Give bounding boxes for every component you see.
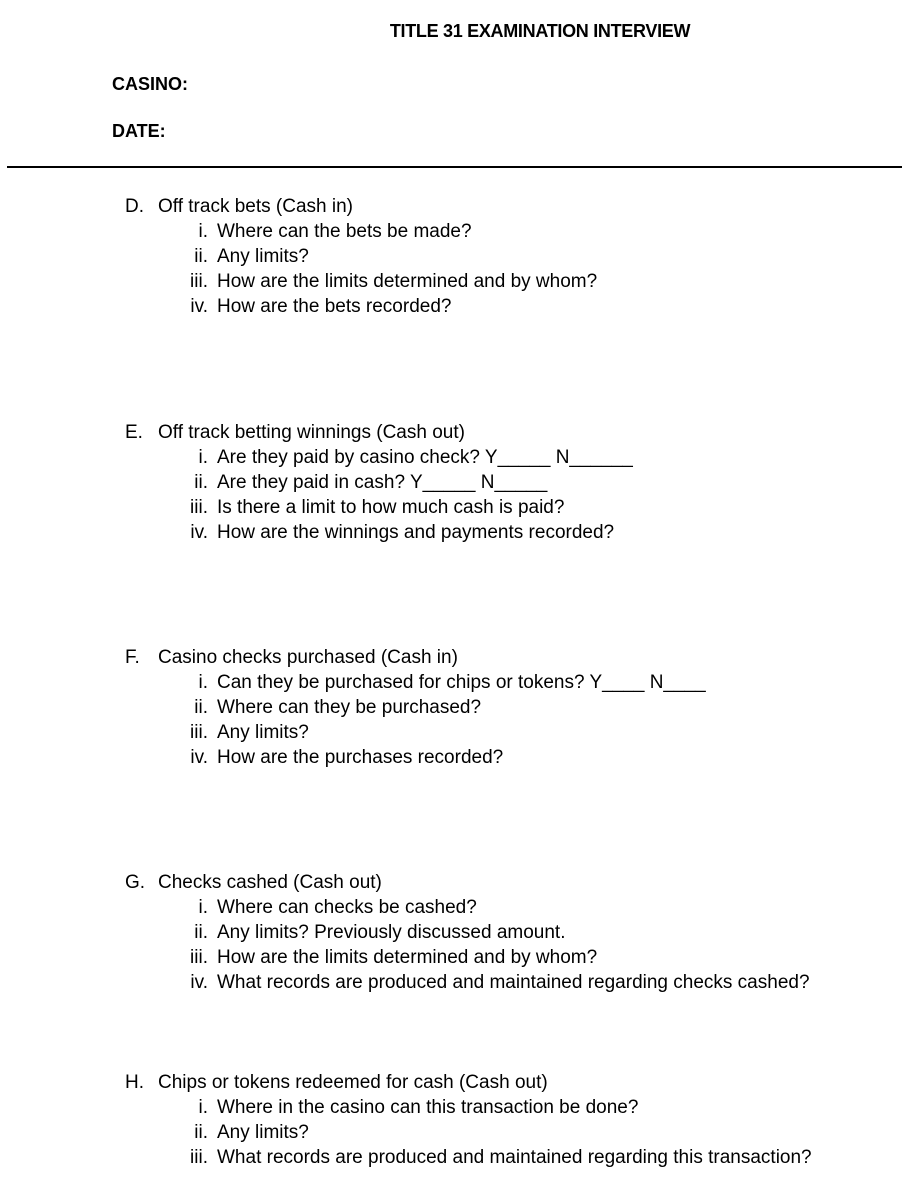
question-text: How are the limits determined and by whom?	[217, 271, 598, 292]
section-heading-text: Casino checks purchased (Cash in)	[158, 647, 458, 668]
question-section	[0, 870, 909, 995]
question-text: Any limits?	[217, 722, 309, 743]
question-number: i.	[198, 221, 208, 242]
question-text: Where can they be purchased?	[217, 697, 482, 718]
header-divider	[7, 166, 902, 168]
question-number: iii.	[190, 1147, 208, 1168]
question-text: Any limits?	[217, 1122, 309, 1143]
section-letter: D.	[125, 196, 144, 217]
casino-label: CASINO:	[112, 74, 188, 94]
question-text: Is there a limit to how much cash is paid?	[217, 497, 565, 518]
question-number: iii.	[190, 497, 208, 518]
section-heading-text: Checks cashed (Cash out)	[158, 872, 382, 893]
question-text: Where can checks be cashed?	[217, 897, 477, 918]
question-section	[0, 1070, 909, 1170]
question-item	[0, 445, 909, 470]
question-item	[0, 294, 909, 319]
section-letter: G.	[125, 872, 146, 893]
question-number: iv.	[190, 972, 208, 993]
question-item	[0, 720, 909, 745]
question-item	[0, 470, 909, 495]
question-item	[0, 1145, 909, 1170]
question-number: i.	[198, 1097, 208, 1118]
question-text: Are they paid in cash? Y_____ N_____	[217, 472, 548, 493]
question-item	[0, 520, 909, 545]
question-number: i.	[198, 897, 208, 918]
question-number: i.	[198, 447, 208, 468]
question-number: ii.	[194, 922, 208, 943]
document-title: TITLE 31 EXAMINATION INTERVIEW	[389, 21, 691, 41]
question-text: How are the winnings and payments recorded?	[217, 522, 615, 543]
question-item	[0, 920, 909, 945]
question-item	[0, 495, 909, 520]
section-heading-text: Chips or tokens redeemed for cash (Cash out)	[158, 1072, 548, 1093]
section-heading	[0, 645, 909, 670]
question-item	[0, 269, 909, 294]
question-text: Are they paid by casino check? Y_____ N______	[217, 447, 633, 468]
question-number: ii.	[194, 1122, 208, 1143]
question-number: iii.	[190, 947, 208, 968]
question-text: How are the bets recorded?	[217, 296, 452, 317]
question-section	[0, 420, 909, 545]
section-heading-text: Off track betting winnings (Cash out)	[158, 422, 465, 443]
question-text: Any limits? Previously discussed amount.	[217, 922, 566, 943]
question-text: Any limits?	[217, 246, 309, 267]
question-number: ii.	[194, 472, 208, 493]
question-number: iii.	[190, 722, 208, 743]
question-item	[0, 895, 909, 920]
question-item	[0, 244, 909, 269]
question-section	[0, 194, 909, 319]
question-item	[0, 695, 909, 720]
question-item	[0, 219, 909, 244]
section-letter: H.	[125, 1072, 144, 1093]
question-item	[0, 970, 909, 995]
question-number: ii.	[194, 246, 208, 267]
question-text: How are the purchases recorded?	[217, 747, 504, 768]
question-number: iv.	[190, 296, 208, 317]
section-heading	[0, 420, 909, 445]
question-section	[0, 645, 909, 770]
question-item	[0, 1120, 909, 1145]
question-item	[0, 745, 909, 770]
question-item	[0, 670, 909, 695]
question-item	[0, 1095, 909, 1120]
question-text: Can they be purchased for chips or tokens? Y____ N____	[217, 672, 706, 693]
question-number: ii.	[194, 697, 208, 718]
question-item	[0, 945, 909, 970]
section-heading-text: Off track bets (Cash in)	[158, 196, 353, 217]
section-heading	[0, 194, 909, 219]
question-text: What records are produced and maintained regarding this transaction?	[217, 1147, 812, 1168]
question-number: iii.	[190, 271, 208, 292]
section-letter: F.	[125, 647, 140, 668]
section-heading	[0, 870, 909, 895]
date-label: DATE:	[112, 121, 166, 141]
question-text: How are the limits determined and by whom?	[217, 947, 598, 968]
question-text: Where in the casino can this transaction be done?	[217, 1097, 639, 1118]
question-number: iv.	[190, 747, 208, 768]
section-letter: E.	[125, 422, 143, 443]
question-number: iv.	[190, 522, 208, 543]
section-heading	[0, 1070, 909, 1095]
question-number: i.	[198, 672, 208, 693]
question-text: What records are produced and maintained regarding checks cashed?	[217, 972, 810, 993]
question-text: Where can the bets be made?	[217, 221, 472, 242]
